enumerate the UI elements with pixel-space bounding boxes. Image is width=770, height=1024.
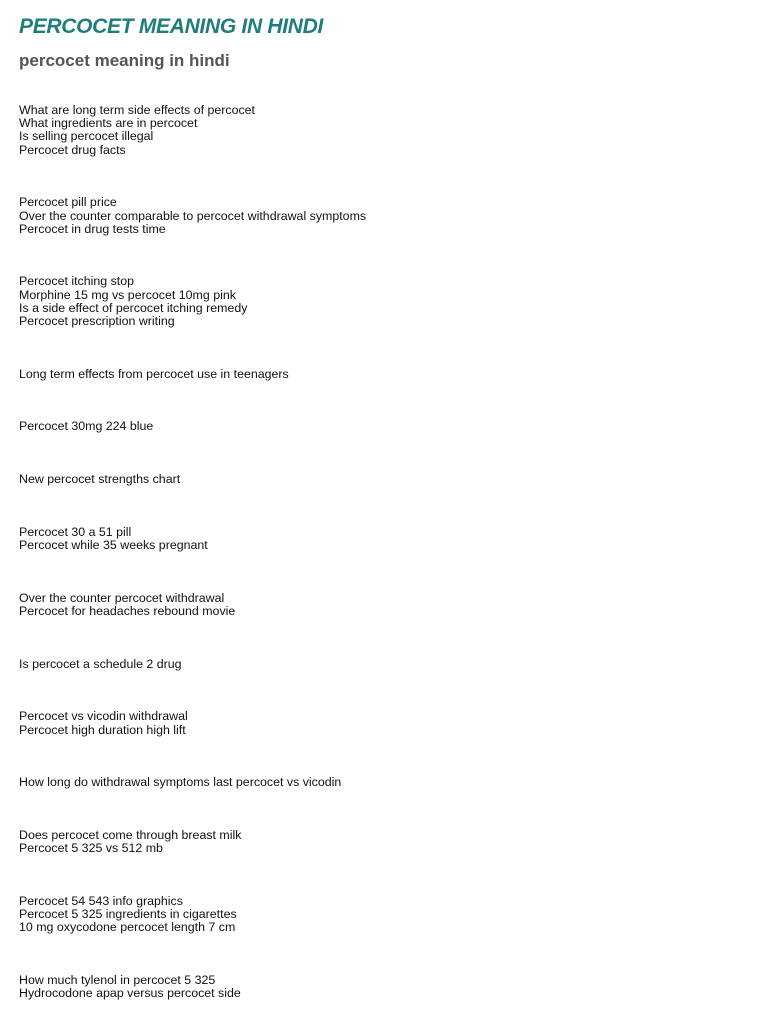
related-link[interactable]: Percocet 5 325 ingredients in cigarettes <box>19 907 237 922</box>
related-link[interactable]: What ingredients are in percocet <box>19 116 198 131</box>
link-group <box>19 275 759 328</box>
related-link[interactable]: Long term effects from percocet use in teenagers <box>19 366 289 381</box>
related-link[interactable]: Percocet in drug tests time <box>19 221 166 236</box>
related-link[interactable]: Percocet itching stop <box>19 274 135 289</box>
related-link[interactable]: Percocet drug facts <box>19 142 126 157</box>
related-link[interactable]: Morphine 15 mg vs percocet 10mg pink <box>19 287 236 302</box>
related-link[interactable]: Over the counter comparable to percocet withdrawal symptoms <box>19 208 367 223</box>
page-title: PERCOCET MEANING IN HINDI <box>19 15 324 38</box>
link-group <box>19 104 759 157</box>
link-group <box>19 420 759 433</box>
link-group <box>19 592 759 618</box>
link-group <box>19 895 759 935</box>
link-group <box>19 710 759 736</box>
related-link[interactable]: Percocet pill price <box>19 195 117 210</box>
related-link[interactable]: Over the counter percocet withdrawal <box>19 590 225 605</box>
related-link[interactable]: Percocet 54 543 info graphics <box>19 893 183 908</box>
link-group <box>19 829 759 855</box>
related-link[interactable]: Is selling percocet illegal <box>19 129 154 144</box>
related-link[interactable]: Percocet 5 325 vs 512 mb <box>19 841 163 856</box>
link-group <box>19 196 759 236</box>
related-link[interactable]: Hydrocodone apap versus percocet side <box>19 986 241 1001</box>
link-group <box>19 658 759 671</box>
related-link[interactable]: Is a side effect of percocet itching remedy <box>19 300 248 315</box>
related-link[interactable]: Percocet prescription writing <box>19 314 175 329</box>
related-link[interactable]: Percocet 30mg 224 blue <box>19 419 154 434</box>
related-link[interactable]: Percocet high duration high lift <box>19 722 186 737</box>
related-link[interactable]: Does percocet come through breast milk <box>19 827 242 842</box>
related-link[interactable]: What are long term side effects of percocet <box>19 103 255 117</box>
page-content <box>19 14 759 1024</box>
related-link[interactable]: How long do withdrawal symptoms last percocet vs vicodin <box>19 775 342 790</box>
link-groups <box>19 104 759 1000</box>
related-link[interactable]: Percocet while 35 weeks pregnant <box>19 538 208 553</box>
related-link[interactable]: Percocet vs vicodin withdrawal <box>19 709 188 724</box>
page-subtitle: percocet meaning in hindi <box>19 51 230 70</box>
link-group <box>19 776 759 789</box>
link-group <box>19 974 759 1000</box>
related-link[interactable]: New percocet strengths chart <box>19 472 181 487</box>
link-group <box>19 473 759 486</box>
related-link[interactable]: Percocet 30 a 51 pill <box>19 524 132 539</box>
link-group <box>19 368 759 381</box>
related-link[interactable]: Is percocet a schedule 2 drug <box>19 656 182 671</box>
related-link[interactable]: Percocet for headaches rebound movie <box>19 603 236 618</box>
related-link[interactable]: How much tylenol in percocet 5 325 <box>19 972 216 987</box>
link-group <box>19 526 759 552</box>
related-link[interactable]: 10 mg oxycodone percocet length 7 cm <box>19 920 236 935</box>
